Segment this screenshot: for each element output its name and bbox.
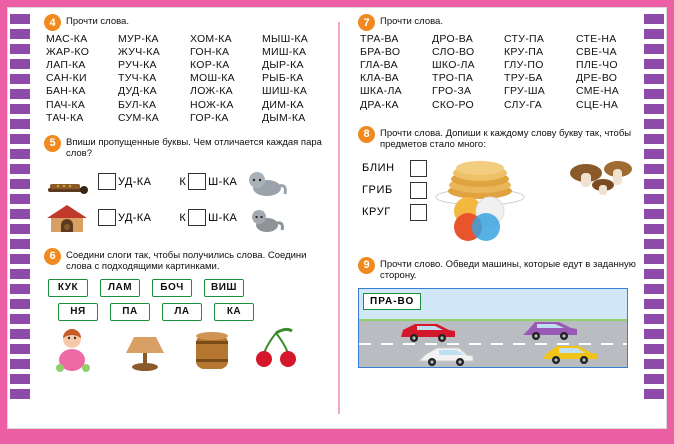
task-7-column-3 [504, 33, 576, 112]
task-4-column-1 [46, 33, 118, 125]
word-suffix: Ш-КА [208, 211, 238, 224]
task-6-number: 6 [44, 248, 61, 265]
stripe-decoration [10, 164, 30, 174]
word: ШКО-ЛА [432, 58, 475, 71]
syllable-box[interactable]: ПА [110, 303, 150, 321]
barrel-picture [186, 327, 238, 373]
cat-picture [243, 166, 289, 198]
word: ЛАП-КА [46, 58, 86, 71]
word: ТРО-ПА [432, 72, 474, 85]
word: ГРО-ЗА [432, 85, 472, 98]
stripe-decoration [10, 269, 30, 279]
page-number-left: 66 [30, 419, 42, 430]
task-8-item-1 [362, 160, 432, 177]
word: ДРЕ-ВО [576, 72, 618, 85]
stripe-decoration [10, 29, 30, 39]
word: СВЕ-ЧА [576, 45, 617, 58]
task-7 [358, 14, 648, 112]
word: МЫШ-КА [262, 32, 309, 45]
stripe-decoration [10, 344, 30, 354]
task-4-column-4 [262, 33, 334, 125]
word: ГЛА-ВА [360, 58, 398, 71]
task-9 [358, 257, 648, 368]
word: СЦЕ-НА [576, 98, 619, 111]
task-8-word: КРУГ [362, 206, 391, 219]
word: КЛА-ВА [360, 72, 399, 85]
syllable-box[interactable]: БОЧ [152, 279, 192, 297]
task-5-instruction: Впиши пропущенные буквы. Чем отличается каждая пара слов? [66, 136, 322, 160]
doghouse-picture [44, 202, 90, 234]
letter-blank[interactable] [188, 173, 206, 190]
task-5-answer-right-2[interactable] [179, 209, 237, 226]
task-5-rows [44, 166, 334, 234]
stripe-decoration [10, 284, 30, 294]
letter-blank[interactable] [410, 182, 427, 199]
syllable-box[interactable]: ЛА [162, 303, 202, 321]
task-5-answer-right-1[interactable] [179, 173, 237, 190]
word-suffix: УД-КА [118, 175, 152, 188]
right-page-column [358, 14, 648, 414]
word: КОР-КА [190, 58, 230, 71]
word: БУЛ-КА [118, 98, 157, 111]
stripe-decoration [10, 209, 30, 219]
syllable-box[interactable]: ВИШ [204, 279, 244, 297]
word: ГЛУ-ПО [504, 58, 544, 71]
page-number-right: 67 [632, 419, 644, 430]
word: ГОР-КА [190, 111, 229, 124]
word: ГРУ-ША [504, 85, 546, 98]
word: ДУД-КА [118, 85, 157, 98]
task-6-syllable-row-2 [58, 303, 334, 321]
word: СЛО-ВО [432, 45, 475, 58]
letter-blank[interactable] [410, 204, 427, 221]
word-prefix: К [179, 211, 187, 224]
word: РУЧ-КА [118, 58, 157, 71]
word: МАС-КА [46, 32, 88, 45]
task-6-syllable-row-1 [48, 279, 334, 297]
letter-blank[interactable] [98, 209, 116, 226]
word: СМЕ-НА [576, 85, 620, 98]
syllable-box[interactable]: НЯ [58, 303, 98, 321]
word: СУМ-КА [118, 111, 160, 124]
word: БАН-КА [46, 85, 86, 98]
word: РЫБ-КА [262, 72, 304, 85]
stripe-decoration [10, 14, 30, 24]
word: ДИМ-КА [262, 98, 304, 111]
circles-picture [446, 195, 516, 241]
task-4-number: 4 [44, 14, 61, 31]
task-5-row-1 [44, 166, 334, 198]
word: САН-КИ [46, 72, 87, 85]
task-9-scene [358, 288, 628, 368]
word: ТАЧ-КА [46, 111, 84, 124]
task-8-word: ГРИБ [362, 184, 393, 197]
word: ТУЧ-КА [118, 72, 157, 85]
word: ДРО-ВА [432, 32, 474, 45]
word: ДРА-КА [360, 98, 399, 111]
task-7-column-4 [576, 33, 648, 112]
car-red[interactable] [397, 319, 459, 343]
word: ШКА-ЛА [360, 85, 402, 98]
stripe-decoration [10, 104, 30, 114]
task-8-item-2 [362, 182, 432, 199]
task-8-word: БЛИН [362, 162, 395, 175]
task-4-instruction: Прочти слова. [66, 16, 129, 27]
stripe-decoration [10, 44, 30, 54]
page-sheet [8, 8, 666, 428]
car-white[interactable] [415, 343, 477, 367]
task-7-instruction: Прочти слова. [380, 16, 443, 27]
lamp-picture [116, 327, 174, 373]
word: СКО-РО [432, 98, 474, 111]
task-6 [44, 248, 334, 373]
word: ШИШ-КА [262, 85, 308, 98]
word: МОШ-КА [190, 72, 235, 85]
word: НОЖ-КА [190, 98, 234, 111]
task-8 [358, 126, 648, 241]
task-4-column-2 [118, 33, 190, 125]
word: ЖУЧ-КА [118, 45, 161, 58]
word: ДЫМ-КА [262, 111, 306, 124]
task-9-instruction: Прочти слово. Обведи машины, которые едут в заданную сторону. [380, 258, 636, 282]
task-7-word-grid [360, 33, 648, 112]
stripe-decoration [10, 74, 30, 84]
word: ДЫР-КА [262, 58, 304, 71]
stripe-decoration [10, 314, 30, 324]
word: СТЕ-НА [576, 32, 617, 45]
stripe-decoration [10, 89, 30, 99]
task-8-item-3 [362, 204, 432, 221]
word: СТУ-ПА [504, 32, 545, 45]
doll-picture [46, 327, 104, 373]
stripe-decoration [10, 374, 30, 384]
word: КРУ-ПА [504, 45, 544, 58]
stripe-decoration [10, 389, 30, 399]
stripe-decoration [10, 254, 30, 264]
word: ЛОЖ-КА [190, 85, 233, 98]
word: ГОН-КА [190, 45, 230, 58]
left-page-column [44, 14, 334, 414]
kitten-picture [243, 202, 289, 234]
task-7-column-2 [432, 33, 504, 112]
stripe-decoration [10, 299, 30, 309]
task-7-column-1 [360, 33, 432, 112]
word: ТРУ-БА [504, 72, 543, 85]
letter-blank[interactable] [98, 173, 116, 190]
column-divider [338, 22, 340, 414]
clarinet-picture [44, 166, 90, 198]
task-4-column-3 [190, 33, 262, 125]
task-5-answer-left-1[interactable] [96, 173, 151, 190]
stripe-decoration [10, 194, 30, 204]
word-prefix: К [179, 175, 187, 188]
word: ТРА-ВА [360, 32, 399, 45]
syllable-box[interactable]: ЛАМ [100, 279, 140, 297]
task-4 [44, 14, 334, 125]
car-purple[interactable] [519, 317, 581, 341]
task-5 [44, 135, 334, 234]
stripe-decoration [10, 239, 30, 249]
syllable-box[interactable]: КУК [48, 279, 88, 297]
task-5-number: 5 [44, 135, 61, 152]
task-6-picture-row [46, 327, 334, 373]
word: ПАЧ-КА [46, 98, 86, 111]
task-7-number: 7 [358, 14, 375, 31]
task-8-number: 8 [358, 126, 375, 143]
word-suffix: УД-КА [118, 211, 152, 224]
task-5-row-2 [44, 202, 334, 234]
word: ХОМ-КА [190, 32, 232, 45]
stripe-decoration [10, 224, 30, 234]
cherry-picture [250, 327, 302, 373]
word: МУР-КА [118, 32, 159, 45]
word: ЖАР-КО [46, 45, 90, 58]
task-9-number: 9 [358, 257, 375, 274]
letter-blank[interactable] [410, 160, 427, 177]
stripe-decoration [10, 359, 30, 369]
stripe-decoration [10, 134, 30, 144]
stripe-decoration [10, 179, 30, 189]
task-5-answer-left-2[interactable] [96, 209, 151, 226]
stripe-decoration [10, 329, 30, 339]
letter-blank[interactable] [188, 209, 206, 226]
task-4-word-grid [46, 33, 334, 125]
word: ПЛЕ-ЧО [576, 58, 618, 71]
word: БРА-ВО [360, 45, 401, 58]
stripe-decoration [10, 119, 30, 129]
left-stripe-column [8, 8, 32, 428]
word-suffix: Ш-КА [208, 175, 238, 188]
mushrooms-picture [566, 155, 640, 197]
direction-word-box: ПРА-ВО [363, 293, 421, 310]
car-yellow[interactable] [539, 341, 601, 365]
stripe-decoration [10, 59, 30, 69]
word: МИШ-КА [262, 45, 307, 58]
task-6-instruction: Соедини слоги так, чтобы получились слова. Соедини слова с подходящими картинками. [66, 249, 307, 273]
word: СЛУ-ГА [504, 98, 543, 111]
syllable-box[interactable]: КА [214, 303, 254, 321]
stripe-decoration [10, 149, 30, 159]
task-8-instruction: Прочти слова. Допиши к каждому слову букву так, чтобы предметов стало много: [380, 127, 632, 151]
